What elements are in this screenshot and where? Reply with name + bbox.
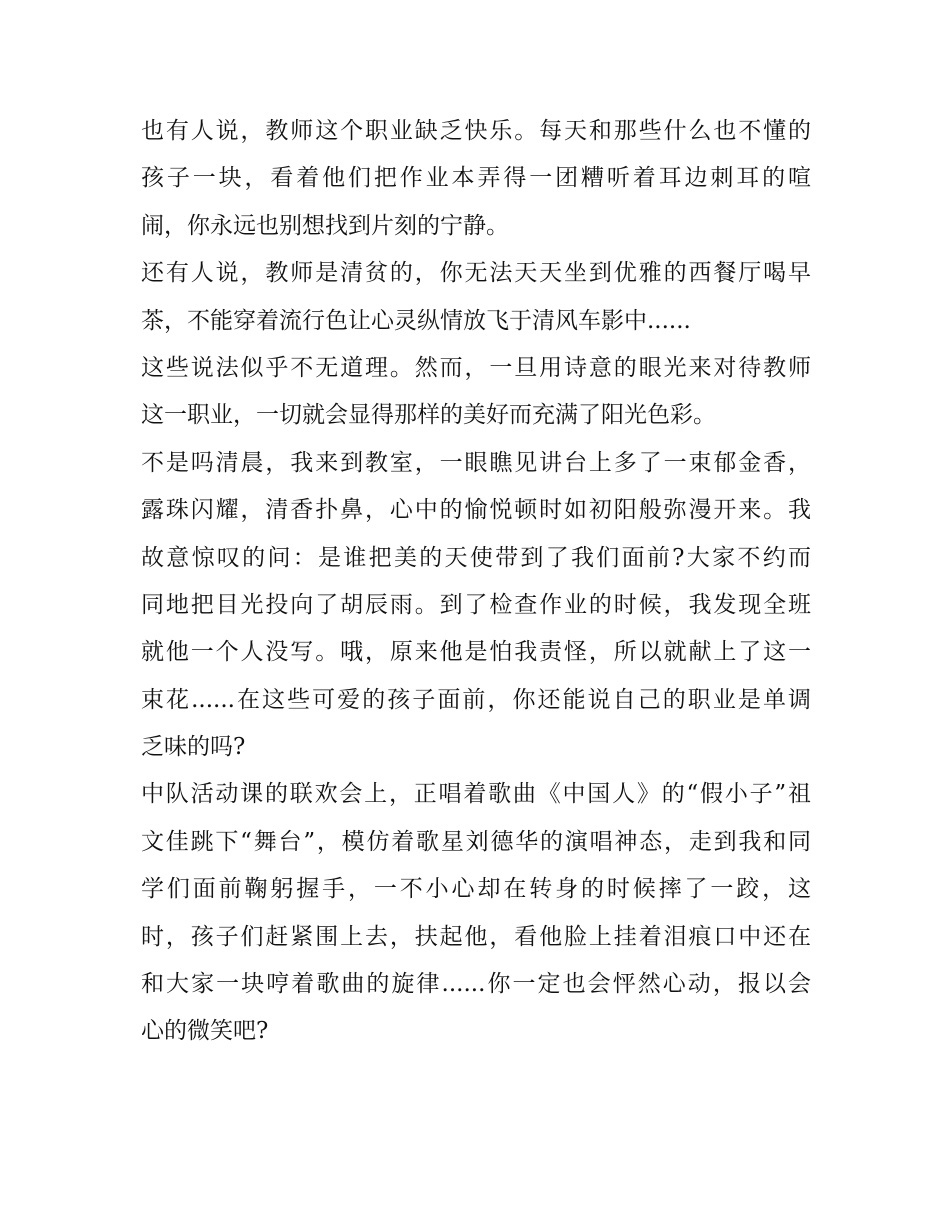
text-line: 束花......在这些可爱的孩子面前，你还能说自己的职业是单调 [141,686,811,713]
document-body [141,108,811,1056]
text-line: 茶，不能穿着流行色让心灵纵情放飞于清风车影中...... [141,307,691,334]
text-line: 故意惊叹的问：是谁把美的天使带到了我们面前?大家不约而 [141,544,811,571]
text-line: 和大家一块哼着歌曲的旋律......你一定也会怦然心动，报以会 [141,971,811,998]
text-line: 露珠闪耀，清香扑鼻，心中的愉悦顿时如初阳般弥漫开来。我 [141,497,811,524]
text-line: 乏味的吗? [141,734,246,761]
text-line: 时，孩子们赶紧围上去，扶起他，看他脸上挂着泪痕口中还在 [141,923,811,950]
text-line: 这些说法似乎不无道理。然而，一旦用诗意的眼光来对待教师 [141,354,811,381]
text-line: 这一职业，一切就会显得那样的美好而充满了阳光色彩。 [141,402,716,429]
text-line: 闹，你永远也别想找到片刻的宁静。 [141,212,509,239]
text-line: 就他一个人没写。哦，原来他是怕我责怪，所以就献上了这一 [141,639,811,666]
text-line: 也有人说，教师这个职业缺乏快乐。每天和那些什么也不懂的 [141,118,811,144]
text-line: 不是吗清晨，我来到教室，一眼瞧见讲台上多了一束郁金香， [141,449,811,476]
text-line: 孩子一块，看着他们把作业本弄得一团糟听着耳边刺耳的喧 [141,165,811,192]
text-line: 还有人说，教师是清贫的，你无法天天坐到优雅的西餐厅喝早 [141,260,811,287]
text-line: 文佳跳下“舞台”，模仿着歌星刘德华的演唱神态，走到我和同 [141,828,811,855]
text-line: 学们面前鞠躬握手，一不小心却在转身的时候摔了一跤，这 [141,876,811,903]
text-line: 中队活动课的联欢会上，正唱着歌曲《中国人》的“假小子”祖 [141,781,811,808]
text-line: 心的微笑吧? [141,1018,269,1045]
text-line: 同地把目光投向了胡辰雨。到了检查作业的时候，我发现全班 [141,591,811,618]
